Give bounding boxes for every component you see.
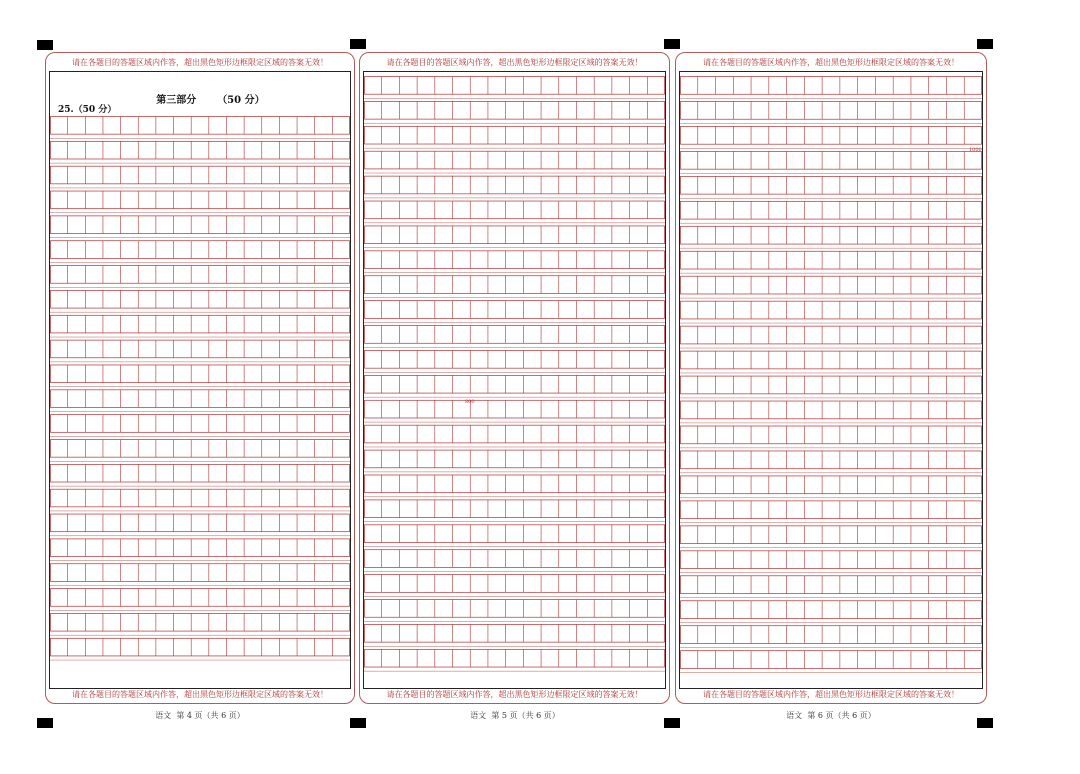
answer-area-notice: 请在各题目的答题区域内作答，超出黑色矩形边框限定区域的答案无效！ bbox=[386, 690, 643, 699]
section-points: （50 分） bbox=[217, 95, 265, 106]
grid-row-outline bbox=[51, 638, 350, 656]
writing-grid-page-5[interactable] bbox=[364, 72, 667, 690]
grid-row-outline bbox=[681, 326, 982, 344]
grid-row[interactable] bbox=[680, 476, 982, 498]
grid-row[interactable] bbox=[50, 390, 350, 412]
page-6-panel bbox=[675, 52, 987, 704]
grid-row[interactable] bbox=[680, 426, 982, 448]
grid-row[interactable] bbox=[364, 624, 665, 646]
grid-row-outline bbox=[51, 390, 350, 408]
grid-row[interactable] bbox=[680, 451, 982, 473]
grid-row-outline bbox=[365, 575, 665, 593]
grid-row-outline bbox=[51, 191, 350, 209]
grid-row-outline bbox=[681, 651, 982, 669]
grid-row[interactable] bbox=[364, 575, 665, 597]
grid-row-outline bbox=[51, 117, 350, 135]
grid-row-outline bbox=[681, 601, 982, 619]
grid-row-outline bbox=[51, 340, 350, 358]
grid-row[interactable] bbox=[364, 251, 665, 273]
grid-row-outline bbox=[51, 489, 350, 507]
grid-row-outline bbox=[681, 201, 982, 219]
grid-row-outline bbox=[365, 624, 665, 642]
grid-row[interactable] bbox=[364, 151, 665, 173]
registration-mark bbox=[37, 40, 53, 50]
grid-row-outline bbox=[51, 141, 350, 159]
grid-row-outline bbox=[365, 649, 665, 667]
grid-row-outline bbox=[51, 216, 350, 234]
grid-row[interactable] bbox=[364, 77, 665, 99]
grid-row[interactable] bbox=[50, 464, 350, 486]
grid-row[interactable] bbox=[50, 539, 350, 561]
grid-row[interactable] bbox=[364, 276, 665, 298]
grid-row[interactable] bbox=[50, 166, 350, 188]
grid-row[interactable] bbox=[50, 141, 350, 163]
grid-row-outline bbox=[365, 600, 665, 618]
answer-area-notice: 请在各题目的答题区域内作答，超出黑色矩形边框限定区域的答案无效！ bbox=[703, 58, 959, 67]
grid-row[interactable] bbox=[50, 514, 350, 536]
grid-row-outline bbox=[681, 376, 982, 394]
grid-row[interactable] bbox=[680, 101, 982, 123]
grid-row[interactable] bbox=[364, 400, 665, 422]
grid-row-outline bbox=[51, 539, 350, 557]
grid-row[interactable] bbox=[680, 576, 982, 598]
grid-row[interactable] bbox=[680, 351, 982, 373]
grid-row[interactable] bbox=[50, 315, 350, 337]
grid-row-outline bbox=[681, 77, 982, 95]
grid-row[interactable] bbox=[680, 526, 982, 548]
grid-row[interactable] bbox=[50, 117, 350, 139]
grid-row-outline bbox=[51, 266, 350, 284]
grid-row[interactable] bbox=[364, 201, 665, 223]
grid-row[interactable] bbox=[50, 241, 350, 263]
grid-row[interactable] bbox=[50, 216, 350, 238]
grid-row-outline bbox=[681, 626, 982, 644]
grid-row[interactable] bbox=[680, 401, 982, 423]
grid-row[interactable] bbox=[680, 151, 982, 173]
answer-area-notice: 请在各题目的答题区域内作答，超出黑色矩形边框限定区域的答案无效！ bbox=[72, 690, 328, 699]
registration-mark bbox=[664, 39, 680, 49]
grid-row[interactable] bbox=[50, 613, 350, 635]
grid-row[interactable] bbox=[680, 201, 982, 223]
registration-mark bbox=[37, 718, 53, 728]
grid-row-outline bbox=[365, 450, 665, 468]
registration-mark bbox=[977, 718, 993, 728]
grid-row[interactable] bbox=[680, 601, 982, 623]
grid-row[interactable] bbox=[364, 649, 665, 671]
grid-row[interactable] bbox=[50, 290, 350, 312]
grid-row-outline bbox=[365, 176, 665, 194]
grid-row-outline bbox=[365, 550, 665, 568]
grid-row-outline bbox=[365, 425, 665, 443]
grid-row-outline bbox=[681, 401, 982, 419]
grid-row-outline bbox=[365, 276, 665, 294]
section-title-text: 第三部分 bbox=[156, 95, 197, 106]
word-count-mark: 800 bbox=[465, 399, 475, 405]
grid-row-outline bbox=[681, 426, 982, 444]
grid-row-outline bbox=[681, 276, 982, 294]
grid-row[interactable] bbox=[50, 489, 350, 511]
grid-row-outline bbox=[51, 464, 350, 482]
writing-grid-page-6[interactable] bbox=[680, 72, 984, 690]
answer-area-notice: 请在各题目的答题区域内作答，超出黑色矩形边框限定区域的答案无效！ bbox=[703, 690, 959, 699]
grid-row-outline bbox=[365, 525, 665, 543]
grid-row[interactable] bbox=[364, 176, 665, 198]
grid-row-outline bbox=[681, 101, 982, 119]
grid-row-outline bbox=[681, 476, 982, 494]
grid-row[interactable] bbox=[364, 375, 665, 397]
grid-row-outline bbox=[365, 201, 665, 219]
grid-row-outline bbox=[365, 77, 665, 95]
grid-row[interactable] bbox=[50, 564, 350, 586]
grid-row-outline bbox=[51, 290, 350, 308]
grid-row[interactable] bbox=[680, 376, 982, 398]
grid-row-outline bbox=[681, 126, 982, 144]
grid-row-outline bbox=[681, 551, 982, 569]
grid-row[interactable] bbox=[680, 276, 982, 298]
grid-row-outline bbox=[51, 415, 350, 433]
grid-row[interactable] bbox=[364, 350, 665, 372]
grid-row[interactable] bbox=[680, 301, 982, 323]
grid-row-outline bbox=[51, 440, 350, 458]
writing-grid-page-4[interactable] bbox=[50, 72, 352, 690]
grid-row-outline bbox=[51, 365, 350, 383]
grid-row[interactable] bbox=[680, 501, 982, 523]
grid-row[interactable] bbox=[680, 176, 982, 198]
grid-row-outline bbox=[365, 251, 665, 269]
grid-row-outline bbox=[365, 326, 665, 344]
page-footer-6: 语文 第 6 页（共 6 页） bbox=[786, 711, 876, 720]
answer-area-notice: 请在各题目的答题区域内作答，超出黑色矩形边框限定区域的答案无效！ bbox=[386, 58, 643, 67]
grid-row[interactable] bbox=[364, 301, 665, 323]
grid-row-outline bbox=[681, 576, 982, 594]
grid-row-outline bbox=[365, 350, 665, 368]
grid-row-outline bbox=[365, 226, 665, 244]
grid-row[interactable] bbox=[364, 550, 665, 572]
grid-row-outline bbox=[681, 176, 982, 194]
grid-row[interactable] bbox=[680, 551, 982, 573]
page-footer-5: 语文 第 5 页（共 6 页） bbox=[470, 711, 560, 720]
grid-row-outline bbox=[365, 475, 665, 493]
grid-row[interactable] bbox=[50, 266, 350, 288]
grid-row[interactable] bbox=[50, 638, 350, 660]
answer-area-notice: 请在各题目的答题区域内作答，超出黑色矩形边框限定区域的答案无效！ bbox=[72, 58, 328, 67]
grid-row-outline bbox=[681, 226, 982, 244]
grid-row[interactable] bbox=[364, 126, 665, 148]
grid-row[interactable] bbox=[364, 226, 665, 248]
grid-row[interactable] bbox=[50, 440, 350, 462]
grid-row[interactable] bbox=[364, 500, 665, 522]
grid-row-outline bbox=[365, 301, 665, 319]
grid-row[interactable] bbox=[680, 651, 982, 673]
grid-row-outline bbox=[365, 151, 665, 169]
grid-row-outline bbox=[51, 564, 350, 582]
grid-row[interactable] bbox=[680, 126, 982, 148]
grid-row[interactable] bbox=[364, 525, 665, 547]
registration-mark bbox=[350, 39, 366, 49]
grid-row-outline bbox=[681, 351, 982, 369]
grid-row-outline bbox=[365, 126, 665, 144]
page-4-panel bbox=[45, 52, 355, 704]
grid-row-outline bbox=[365, 101, 665, 119]
word-count-mark: 1000 bbox=[969, 147, 982, 153]
grid-row[interactable] bbox=[50, 415, 350, 437]
grid-row[interactable] bbox=[364, 600, 665, 622]
grid-row-outline bbox=[365, 375, 665, 393]
grid-row[interactable] bbox=[50, 191, 350, 213]
grid-row-outline bbox=[51, 589, 350, 607]
registration-mark bbox=[350, 718, 366, 728]
grid-row-outline bbox=[365, 500, 665, 518]
grid-row[interactable] bbox=[50, 340, 350, 362]
grid-row[interactable] bbox=[680, 626, 982, 648]
grid-row-outline bbox=[51, 613, 350, 631]
grid-row[interactable] bbox=[50, 365, 350, 387]
answer-box bbox=[679, 71, 983, 689]
grid-row-outline bbox=[681, 501, 982, 519]
grid-row-outline bbox=[681, 301, 982, 319]
page-footer-4: 语文 第 4 页（共 6 页） bbox=[155, 711, 245, 720]
grid-row[interactable] bbox=[364, 425, 665, 447]
question-label: 25.（50 分） bbox=[58, 105, 117, 115]
grid-row[interactable] bbox=[364, 475, 665, 497]
grid-row-outline bbox=[365, 400, 665, 418]
grid-row-outline bbox=[681, 151, 982, 169]
page-5-panel bbox=[359, 52, 670, 704]
grid-row-outline bbox=[51, 315, 350, 333]
grid-row[interactable] bbox=[364, 450, 665, 472]
answer-box bbox=[363, 71, 666, 689]
registration-mark bbox=[664, 718, 680, 728]
answer-box bbox=[49, 71, 351, 689]
grid-row[interactable] bbox=[680, 77, 982, 99]
registration-mark bbox=[977, 39, 993, 49]
grid-row-outline bbox=[51, 514, 350, 532]
grid-row[interactable] bbox=[680, 226, 982, 248]
grid-row[interactable] bbox=[364, 326, 665, 348]
grid-row[interactable] bbox=[680, 251, 982, 273]
grid-row-outline bbox=[51, 166, 350, 184]
grid-row-outline bbox=[51, 241, 350, 259]
grid-row[interactable] bbox=[364, 101, 665, 123]
grid-row-outline bbox=[681, 526, 982, 544]
grid-row[interactable] bbox=[680, 326, 982, 348]
grid-row-outline bbox=[681, 451, 982, 469]
grid-row-outline bbox=[681, 251, 982, 269]
grid-row[interactable] bbox=[50, 589, 350, 611]
